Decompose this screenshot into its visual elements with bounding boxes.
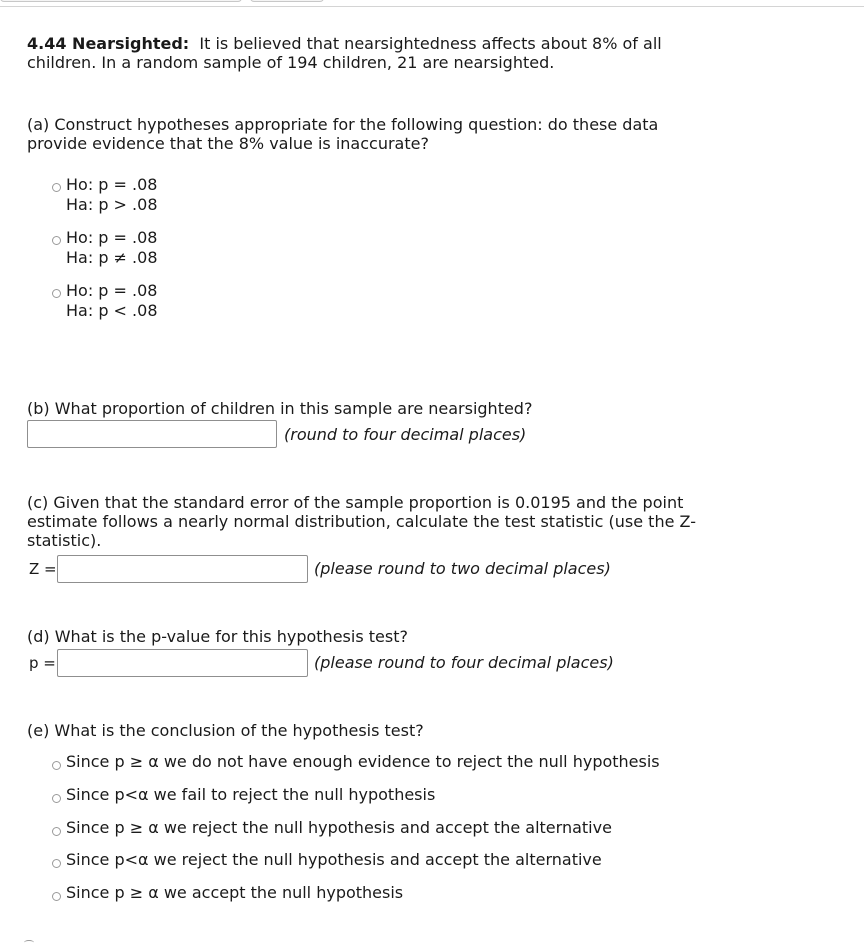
radio-button[interactable] (52, 761, 61, 770)
part-d-question: (d) What is the p-value for this hypothesis test? (27, 627, 408, 646)
problem-number: 4.44 Nearsighted: (27, 34, 190, 53)
problem-intro (27, 34, 662, 72)
proportion-input[interactable] (27, 420, 277, 448)
option-label: Since p<α we fail to reject the null hypothesis (66, 785, 436, 804)
intro-line-1: It is believed that nearsightedness affects about 8% of all (199, 34, 662, 53)
radio-button[interactable] (52, 289, 61, 298)
top-tab-right (250, 0, 324, 2)
top-tab-left (0, 0, 242, 2)
z-statistic-hint: (please round to two decimal places) (314, 559, 611, 578)
proportion-hint: (round to four decimal places) (284, 425, 527, 444)
z-statistic-input[interactable] (57, 555, 308, 583)
z-label: Z = (29, 560, 57, 578)
part-c-line-2: estimate follows a nearly normal distribution, calculate the test statistic (use the Z- (27, 512, 696, 531)
part-b-question: (b) What proportion of children in this sample are nearsighted? (27, 399, 533, 418)
radio-button[interactable] (52, 183, 61, 192)
radio-button[interactable] (52, 827, 61, 836)
option-ho: Ho: p = .08 (66, 281, 158, 300)
radio-button[interactable] (52, 892, 61, 901)
partial-radio-edge (24, 940, 34, 945)
part-c-question (27, 493, 696, 550)
option-label: Since p<α we reject the null hypothesis and accept the alternative (66, 850, 602, 869)
p-value-input[interactable] (57, 649, 308, 677)
option-label: Since p ≥ α we reject the null hypothesis and accept the alternative (66, 818, 612, 837)
part-a-line-2: provide evidence that the 8% value is inaccurate? (27, 134, 429, 153)
option-ha: Ha: p ≠ .08 (66, 248, 158, 267)
option-ho: Ho: p = .08 (66, 175, 158, 194)
p-value-hint: (please round to four decimal places) (314, 653, 614, 672)
part-c-line-3: statistic). (27, 531, 102, 550)
option-label: Since p ≥ α we do not have enough evidence to reject the null hypothesis (66, 752, 660, 771)
radio-button[interactable] (52, 859, 61, 868)
radio-button[interactable] (52, 236, 61, 245)
radio-button[interactable] (52, 794, 61, 803)
option-ha: Ha: p > .08 (66, 195, 158, 214)
part-e-question: (e) What is the conclusion of the hypothesis test? (27, 721, 424, 740)
option-ha: Ha: p < .08 (66, 301, 158, 320)
option-label: Since p ≥ α we accept the null hypothesis (66, 883, 404, 902)
option-ho: Ho: p = .08 (66, 228, 158, 247)
part-c-line-1: (c) Given that the standard error of the sample proportion is 0.0195 and the point (27, 493, 684, 512)
part-a-question (27, 115, 658, 153)
part-a-line-1: (a) Construct hypotheses appropriate for the following question: do these data (27, 115, 659, 134)
p-label: p = (29, 654, 56, 672)
intro-line-2: children. In a random sample of 194 children, 21 are nearsighted. (27, 53, 555, 72)
top-divider (0, 6, 864, 7)
